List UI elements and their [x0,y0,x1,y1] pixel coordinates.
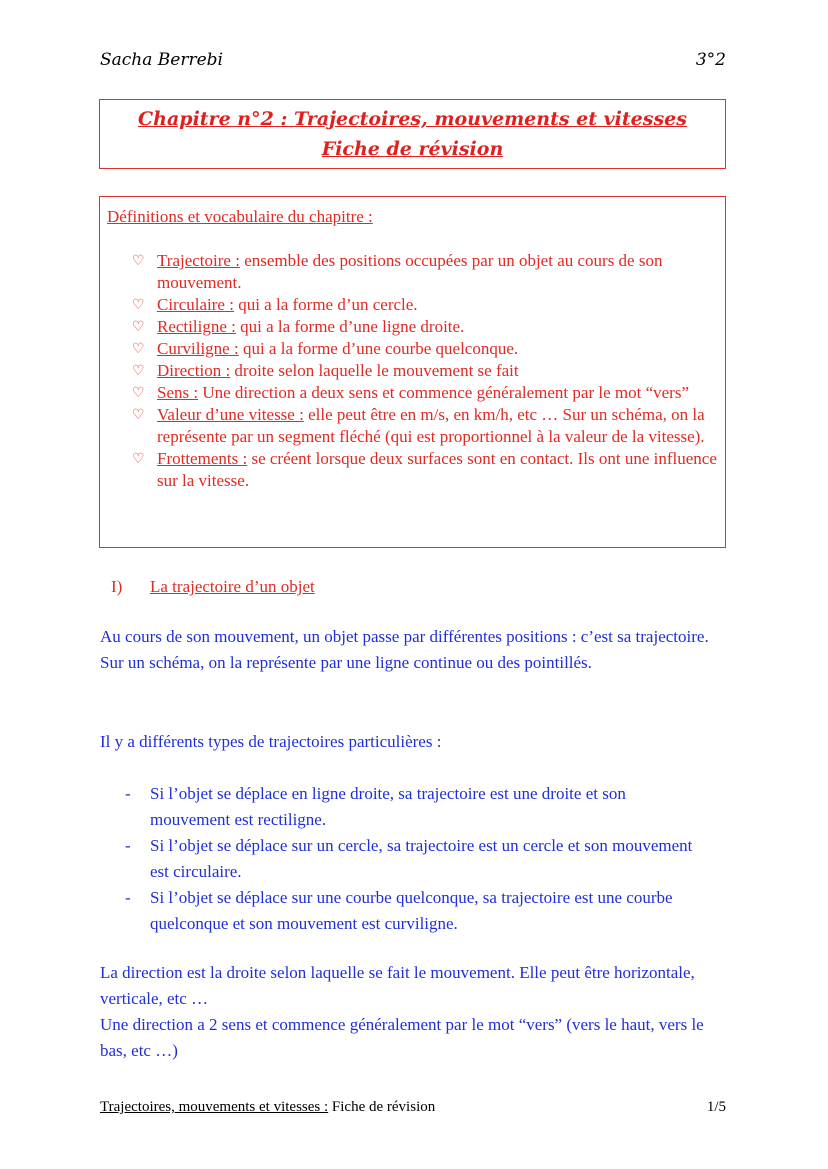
heart-outline-icon: ♡ [132,385,145,401]
sheet-subtitle: Fiche de révision [321,138,504,160]
section-heading [111,577,315,597]
heart-outline-icon: ♡ [132,319,145,335]
heart-outline-icon: ♡ [132,341,145,357]
definitions-list [132,250,717,492]
heart-outline-icon: ♡ [132,363,145,379]
list-item: - Si l’objet se déplace en ligne droite, sa trajectoire est une droite et son mouvement est rectiligne. [125,784,626,829]
paragraph-types: Il y a différents types de trajectoires particulières : [100,732,442,751]
heart-outline-icon: ♡ [132,253,145,269]
page-header [100,50,726,76]
paragraph-trajectory: Au cours de son mouvement, un objet passe par différentes positions : c’est sa trajectoire. Sur un schéma, on la représente par une ligne continue ou des pointillés. [100,627,709,672]
definition-item: ♡ Direction : droite selon laquelle le mouvement se fait [132,361,519,380]
author-name: Sacha Berrebi [100,50,223,70]
heart-outline-icon: ♡ [132,451,145,467]
heart-outline-icon: ♡ [132,297,145,313]
list-item: - Si l’objet se déplace sur une courbe quelconque, sa trajectoire est une courbe quelconque et son mouvement est curviligne. [125,888,673,933]
paragraph-direction: La direction est la droite selon laquelle se fait le mouvement. Elle peut être horizontale, verticale, etc … Une direction a 2 sens et commence généralement par le mot “vers” (vers le haut, vers le bas, etc …) [100,963,704,1060]
definition-item: ♡ Frottements : se créent lorsque deux surfaces sont en contact. Ils ont une influence sur la vitesse. [132,449,717,490]
footer-title: Trajectoires, mouvements et vitesses : Fiche de révision [100,1099,436,1115]
list-item: - Si l’objet se déplace sur un cercle, sa trajectoire est un cercle et son mouvement est circulaire. [125,836,693,881]
definition-item: ♡ Sens : Une direction a deux sens et commence généralement par le mot “vers” [132,383,689,402]
definition-item: ♡ Circulaire : qui a la forme d’un cercle. [132,295,418,314]
section-number: I) [111,577,123,596]
definition-item: ♡ Trajectoire : ensemble des positions occupées par un objet au cours de son mouvement. [132,251,663,292]
title-box [99,99,726,169]
definition-item: ♡ Curviligne : qui a la forme d’une courbe quelconque. [132,339,519,358]
class-label: 3°2 [695,50,726,70]
definition-item: ♡ Valeur d’une vitesse : elle peut être en m/s, en km/h, etc … Sur un schéma, on la représente par un segment fléché (qui est proportionnel à la valeur de la vitesse). [132,405,705,446]
definition-item: ♡ Rectiligne : qui a la forme d’une ligne droite. [132,317,465,336]
page-number: 1/5 [706,1099,726,1115]
definitions-box [99,196,726,548]
definitions-heading: Définitions et vocabulaire du chapitre : [107,207,373,226]
chapter-title: Chapitre n°2 : Trajectoires, mouvements et vitesses [138,108,687,130]
heart-outline-icon: ♡ [132,407,145,423]
section-title: La trajectoire d’un objet [150,577,315,596]
trajectory-types-list [125,781,710,937]
